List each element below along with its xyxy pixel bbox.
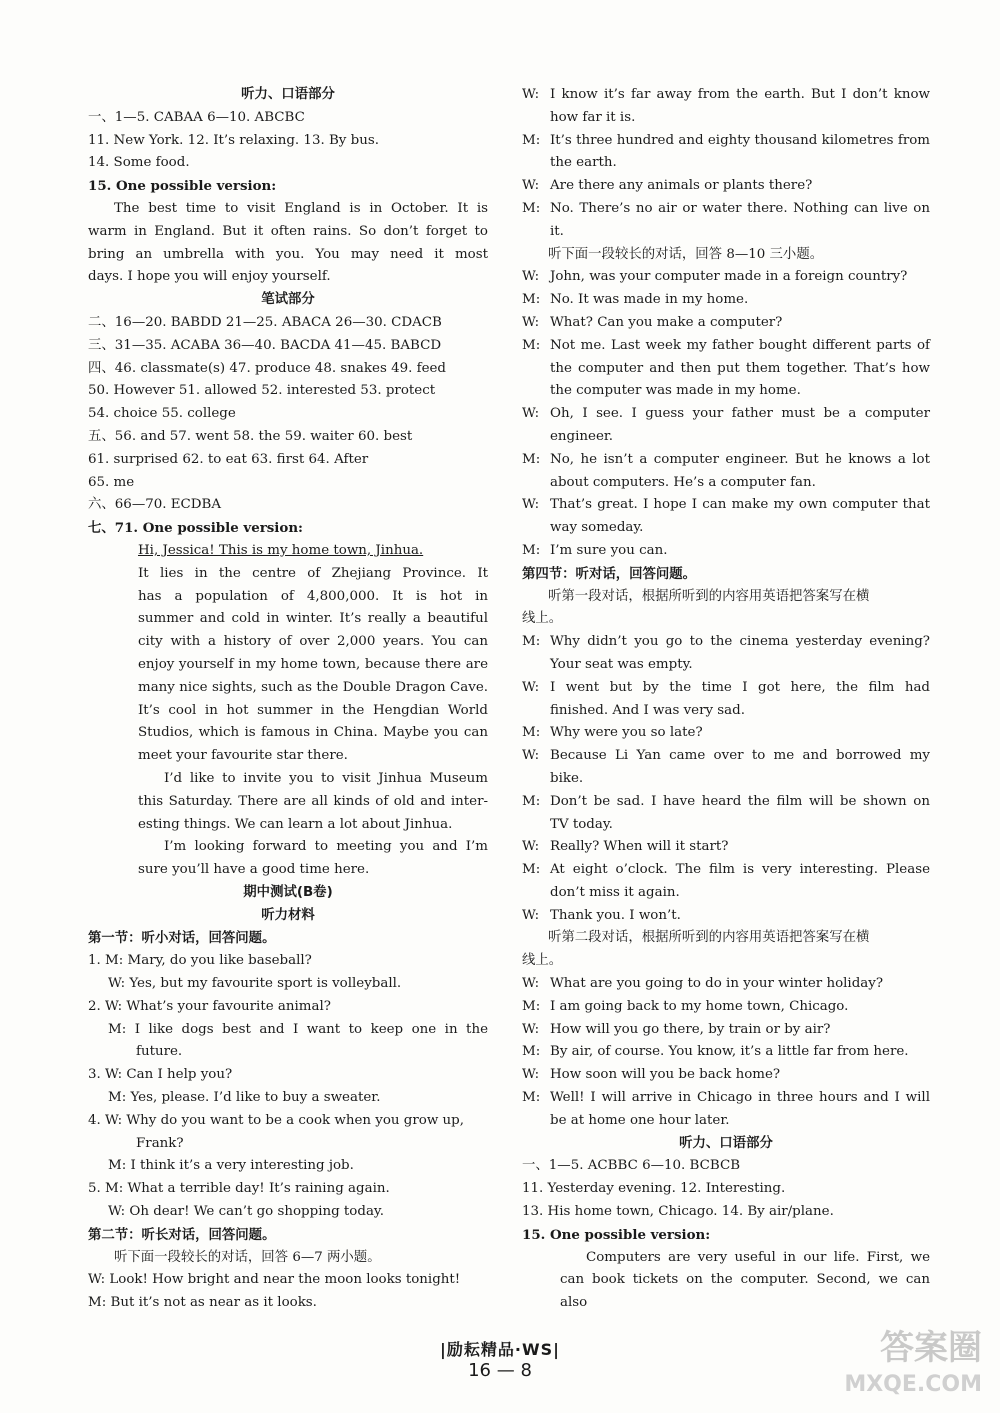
- text-line: bring an umbrella with you. You may need it most: [88, 246, 488, 262]
- text-line: How soon will you be back home?: [550, 1067, 781, 1083]
- text-line: I went but by the time I got here, the film had: [550, 679, 930, 695]
- text-line: the earth.: [550, 155, 617, 171]
- subsection-heading: 第一节：听小对话，回答问题。: [88, 930, 276, 947]
- speaker: M:: [522, 337, 541, 353]
- text-line: the computer was made in my home.: [550, 383, 801, 399]
- text-line: can book tickets on the computer. Second, we can also: [560, 1272, 930, 1311]
- text-line: It’s three hundred and eighty thousand kilometres from: [550, 132, 930, 148]
- watermark-logo: 答案圈: [880, 1328, 982, 1368]
- text-line: don’t miss it again.: [550, 884, 680, 900]
- answer-line: 15. One possible version:: [522, 1226, 711, 1243]
- text-line: I know it’s far away from the earth. But I don’t know: [550, 87, 930, 102]
- dialogue-line: M: I like dogs best and I want to keep one in the: [108, 1021, 488, 1037]
- text-line: engineer.: [550, 428, 614, 444]
- dialogue-turn: [522, 494, 930, 540]
- answer-line: 13. His home town, Chicago. 14. By air/plane.: [522, 1204, 834, 1220]
- section-heading-listening: 听力、口语部分: [241, 87, 335, 102]
- text-line: finished. And I was very sad.: [550, 702, 745, 718]
- speaker: W:: [522, 839, 540, 855]
- answer-line: 四、46. classmate(s) 47. produce 48. snakes 49. feed: [88, 360, 446, 376]
- brand-footer: |励耘精品·WS|: [440, 1340, 560, 1359]
- dialogue-turn: [522, 335, 930, 403]
- dialogue-turn: [522, 836, 930, 859]
- text-line: I’m sure you can.: [550, 542, 668, 558]
- speaker: M:: [522, 793, 541, 809]
- dialogue-turn: [522, 540, 930, 563]
- text-line: What are you going to do in your winter holiday?: [550, 976, 883, 992]
- text-line: Computers are very useful in our life. First, we: [586, 1249, 930, 1265]
- text-line: how far it is.: [550, 109, 636, 125]
- text-line: What? Can you make a computer?: [550, 314, 783, 330]
- speaker: M:: [522, 634, 541, 650]
- instruction-line: 听下面一段较长的对话，回答 6—7 两小题。: [114, 1249, 381, 1265]
- dialogue-line: 4. W: Why do you want to be a cook when you grow up,: [88, 1112, 465, 1128]
- text-line: By air, of course. You know, it’s a little far from here.: [550, 1044, 909, 1060]
- dialogue-line: 1. M: Mary, do you like baseball?: [88, 953, 312, 969]
- answer-line: 11. Yesterday evening. 12. Interesting.: [522, 1181, 786, 1197]
- dialogue-turn: [522, 403, 930, 449]
- speaker: M:: [522, 862, 541, 878]
- text-line: Why didn’t you go to the cinema yesterday evening?: [550, 634, 930, 650]
- speaker: M:: [522, 1090, 541, 1106]
- answer-line: 一、1—5. CABAA 6—10. ABCBC: [88, 109, 305, 125]
- text-line: Studios, which is famous in China. Maybe you can: [138, 725, 488, 741]
- instruction-line: 听第二段对话，根据所听到的内容用英语把答案写在横: [548, 930, 870, 946]
- dialogue-turn: [522, 973, 930, 996]
- test-title: 期中测试(B卷): [243, 884, 333, 900]
- dialogue-line: M: But it’s not as near as it looks.: [88, 1295, 317, 1311]
- subsection-heading: 第四节：听对话，回答问题。: [522, 565, 697, 582]
- answer-line: 六、66—70. ECDBA: [88, 497, 222, 513]
- text-line: It’s cool in hot summer in the Hengdian World: [138, 702, 488, 718]
- dialogue-turn: [522, 791, 930, 837]
- instruction-line: 听下面一段较长的对话，回答 8—10 三小题。: [548, 246, 824, 262]
- answer-line: 11. New York. 12. It’s relaxing. 13. By bus.: [88, 132, 379, 148]
- answer-line: 一、1—5. ACBBC 6—10. BCBCB: [522, 1158, 741, 1174]
- speaker: M:: [522, 200, 541, 216]
- speaker: W:: [522, 907, 540, 923]
- text-line: esting things. We can learn a lot about Jinhua.: [138, 816, 453, 832]
- text-line: I’d like to invite you to visit Jinhua Museum: [164, 770, 488, 786]
- dialogue-line: M: I think it’s a very interesting job.: [108, 1158, 354, 1174]
- instruction-line: 听第一段对话，根据所听到的内容用英语把答案写在横: [548, 588, 870, 604]
- section-heading-written: 笔试部分: [261, 292, 315, 308]
- text-line: How will you go there, by train or by air?: [550, 1021, 831, 1037]
- text-line: way someday.: [550, 520, 644, 536]
- text-line: sure you’ll have a good time here.: [138, 862, 370, 878]
- answer-line: 50. However 51. allowed 52. interested 53. protect: [88, 383, 436, 399]
- text-line: I’m looking forward to meeting you and I’m: [164, 839, 488, 855]
- dialogue-line: W: Oh dear! We can’t go shopping today.: [108, 1204, 384, 1220]
- speaker: W:: [522, 406, 540, 422]
- text-line: this Saturday. There are all kinds of old and inter-: [138, 793, 488, 809]
- answer-line: 14. Some food.: [88, 155, 190, 171]
- dialogue-turn: [522, 198, 930, 244]
- dialogue-turn: [522, 312, 930, 335]
- text-line: warm in England. But it often rains. So don’t forget to: [88, 223, 488, 239]
- speaker: W:: [522, 178, 540, 194]
- text-line: days. I hope you will enjoy yourself.: [88, 269, 331, 285]
- dialogue-turn: [522, 266, 930, 289]
- dialogue-line: future.: [136, 1044, 183, 1060]
- text-line: Because Li Yan came over to me and borrowed my: [550, 748, 930, 764]
- answer-line: 三、31—35. ACABA 36—40. BACDA 41—45. BABCD: [88, 337, 442, 353]
- text-line: it.: [550, 223, 564, 239]
- speaker: M:: [522, 998, 541, 1014]
- speaker: W:: [522, 269, 540, 285]
- dialogue-line: W: Look! How bright and near the moon looks tonight!: [88, 1272, 461, 1288]
- speaker: W:: [522, 679, 540, 695]
- instruction-line: 线上。: [522, 611, 563, 627]
- text-line: Thank you. I won’t.: [550, 907, 681, 923]
- right-column: [522, 84, 930, 1315]
- dialogue-line: W: Yes, but my favourite sport is volleyball.: [108, 976, 402, 992]
- answer-line: 二、16—20. BABDD 21—25. ABACA 26—30. CDACB: [88, 314, 442, 330]
- essay-title: Hi, Jessica! This is my home town, Jinhua.: [138, 542, 424, 558]
- page-number: 16 — 8: [468, 1360, 532, 1381]
- watermark-url: MXQE.COM: [844, 1372, 982, 1397]
- text-line: That’s great. I hope I can make my own computer that: [550, 497, 930, 513]
- speaker: W:: [522, 497, 540, 513]
- dialogue-turn: [522, 905, 930, 928]
- essay-body: [522, 1247, 930, 1315]
- section-heading-listening: 听力、口语部分: [679, 1135, 773, 1151]
- text-line: Your seat was empty.: [550, 656, 693, 672]
- text-line: has a population of 4,800,000. It is hot in: [138, 588, 488, 604]
- answer-line: 五、56. and 57. went 58. the 59. waiter 60. best: [88, 428, 413, 444]
- dialogue-line: 5. M: What a terrible day! It’s raining again.: [88, 1181, 390, 1197]
- dialogue-turn: [522, 1064, 930, 1087]
- answer-line: 七、71. One possible version:: [88, 520, 304, 537]
- text-line: No, he isn’t a computer engineer. But he knows a lot: [550, 451, 930, 467]
- answer-line: 65. me: [88, 474, 135, 490]
- dialogue-turn: [522, 722, 930, 745]
- speaker: W:: [522, 87, 540, 102]
- dialogue-line: 3. W: Can I help you?: [88, 1067, 233, 1083]
- dialogue-turn: [522, 1041, 930, 1064]
- answer-line: 15. One possible version:: [88, 178, 277, 195]
- text-line: TV today.: [550, 816, 613, 832]
- text-line: It lies in the centre of Zhejiang Province. It: [138, 565, 488, 581]
- text-line: many nice sights, such as the Double Dragon Cave.: [138, 679, 488, 695]
- speaker: M:: [522, 132, 541, 148]
- speaker: M:: [522, 451, 541, 467]
- text-line: Are there any animals or plants there?: [550, 178, 813, 194]
- dialogue-turn: [522, 745, 930, 791]
- dialogue-turn: [522, 84, 930, 130]
- text-line: summer and cold in winter. It’s really a beautiful: [138, 611, 488, 627]
- text-line: meet your favourite star there.: [138, 748, 348, 764]
- text-line: the computer and then put them together. That’s how: [550, 360, 930, 376]
- speaker: W:: [522, 1067, 540, 1083]
- text-line: bike.: [550, 770, 584, 786]
- text-line: I am going back to my home town, Chicago.: [550, 998, 849, 1014]
- dialogue-turn: [522, 859, 930, 905]
- text-line: city with a history of over 2,000 years. You can: [138, 634, 488, 650]
- speaker: M:: [522, 725, 541, 741]
- subsection-heading: 第二节：听长对话，回答问题。: [88, 1226, 276, 1243]
- dialogue-turn: [522, 996, 930, 1019]
- text-line: Oh, I see. I guess your father must be a computer: [550, 406, 930, 422]
- dialogue-line: M: Yes, please. I’d like to buy a sweater.: [108, 1090, 381, 1106]
- text-line: Don’t be sad. I have heard the film will be shown on: [550, 793, 930, 809]
- answer-line: 54. choice 55. college: [88, 406, 236, 422]
- speaker: M:: [522, 292, 541, 308]
- text-line: The best time to visit England is in October. It is: [114, 200, 488, 216]
- text-line: enjoy yourself in my home town, because there are: [138, 656, 488, 672]
- essay-body: [88, 563, 488, 882]
- dialogue-turn: [522, 175, 930, 198]
- text-line: Not me. Last week my father bought different parts of: [550, 337, 930, 353]
- speaker: M:: [522, 542, 541, 558]
- dialogue-turn: [522, 1087, 930, 1133]
- dialogue-turn: [522, 631, 930, 677]
- dialogue-turn: [522, 677, 930, 723]
- speaker: W:: [522, 748, 540, 764]
- text-line: John, was your computer made in a foreign country?: [550, 269, 908, 285]
- dialogue-turn: [522, 1019, 930, 1042]
- dialogue-line: Frank?: [136, 1135, 184, 1151]
- text-line: Well! I will arrive in Chicago in three hours and I will: [550, 1090, 930, 1106]
- speaker: W:: [522, 976, 540, 992]
- text-line: At eight o’clock. The film is very interesting. Please: [550, 862, 930, 878]
- text-line: No. There’s no air or water there. Nothing can live on: [550, 200, 930, 216]
- dialogue-turn: [522, 289, 930, 312]
- answer-line: 61. surprised 62. to eat 63. first 64. After: [88, 451, 369, 467]
- speaker: W:: [522, 314, 540, 330]
- text-line: about computers. He’s a computer fan.: [550, 474, 816, 490]
- section-heading-materials: 听力材料: [261, 907, 315, 923]
- dialogue-turn: [522, 449, 930, 495]
- text-line: Why were you so late?: [550, 725, 703, 741]
- instruction-line: 线上。: [522, 953, 563, 969]
- dialogue-line: 2. W: What’s your favourite animal?: [88, 998, 331, 1014]
- speaker: W:: [522, 1021, 540, 1037]
- dialogue-turn: [522, 130, 930, 176]
- text-line: be at home one hour later.: [550, 1112, 730, 1128]
- speaker: M:: [522, 1044, 541, 1060]
- left-column: [88, 84, 488, 1315]
- text-line: Really? When will it start?: [550, 839, 729, 855]
- text-line: No. It was made in my home.: [550, 292, 749, 308]
